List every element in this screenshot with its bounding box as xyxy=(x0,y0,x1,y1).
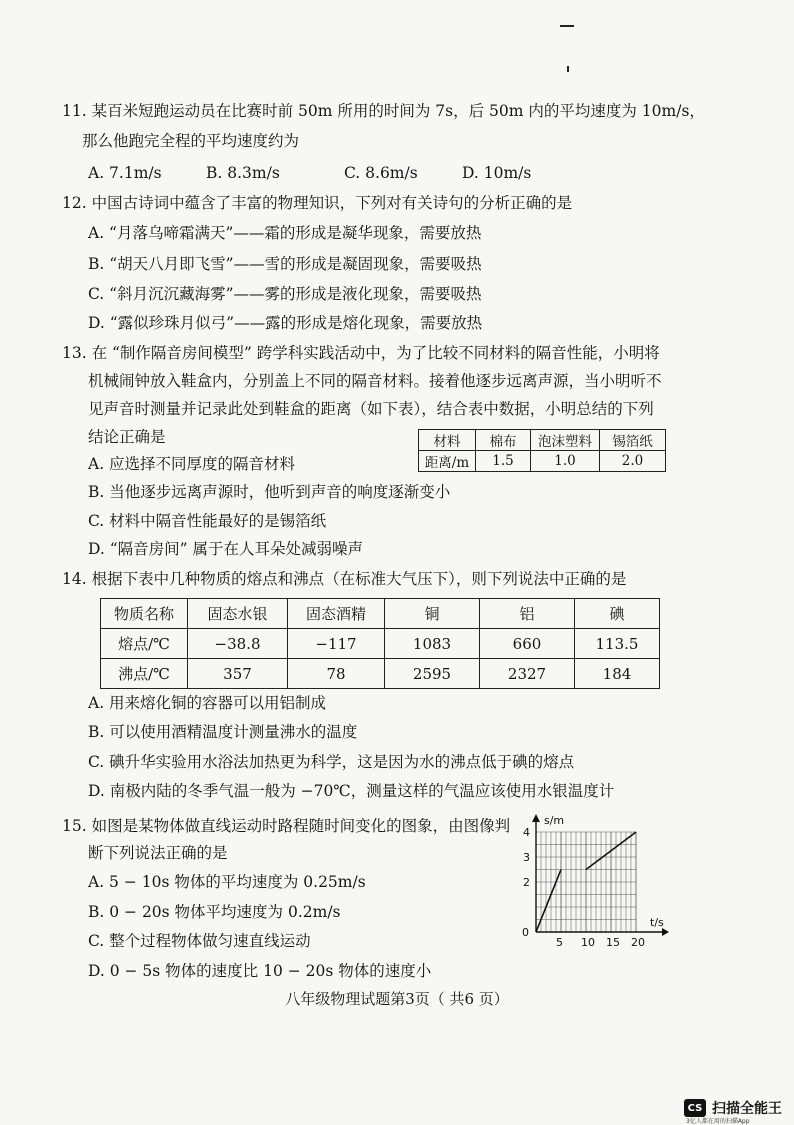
scanner-app-name: 扫描全能王 xyxy=(712,1101,782,1117)
scanner-logo-icon: CS xyxy=(684,1099,706,1117)
q14-table-cell: 660 xyxy=(480,629,575,659)
scanner-watermark xyxy=(684,1098,782,1118)
x-axis-arrow-icon xyxy=(662,928,669,936)
q11-stem-line2: 那么他跑完全程的平均速度约为 xyxy=(82,132,300,150)
q12-option-b: B. “胡天八月即飞雪”——雪的形成是凝固现象，需要吸热 xyxy=(88,255,482,273)
q14-stem: 14. 根据下表中几种物质的熔点和沸点（在标准大气压下），则下列说法中正确的是 xyxy=(62,570,627,588)
q14-table-cell: −117 xyxy=(288,629,385,659)
q14-table-cell: 357 xyxy=(188,659,288,689)
y-tick-label: 4 xyxy=(523,826,530,839)
x-tick-label: 15 xyxy=(606,936,620,949)
q13-table-cell: 材料 xyxy=(419,430,476,451)
q13-table-header-row xyxy=(419,430,666,451)
y-tick-label: 2 xyxy=(523,876,530,889)
q13-option-c: C. 材料中隔音性能最好的是锡箔纸 xyxy=(88,512,327,530)
page-footer: 八年级物理试题第3页（ 共6 页） xyxy=(285,990,509,1008)
y-axis-arrow-icon xyxy=(532,814,540,822)
x-tick-label: 20 xyxy=(631,936,645,949)
q11-option-b: B. 8.3m/s xyxy=(206,164,280,182)
q11-stem-line1: 11. 某百米短跑运动员在比赛时前 50m 所用的时间为 7s，后 50m 内的平均速度为 10m/s， xyxy=(62,102,705,120)
scan-mark xyxy=(567,66,569,72)
q14-option-c: C. 碘升华实验用水浴法加热更为科学，这是因为水的沸点低于碘的熔点 xyxy=(88,753,575,771)
distance-time-graph xyxy=(512,812,672,952)
q14-table-cell: 113.5 xyxy=(575,629,660,659)
q14-table-cell: 物质名称 xyxy=(101,599,188,629)
q14-table-cell: 2595 xyxy=(385,659,480,689)
y-tick-label: 3 xyxy=(523,851,530,864)
q14-option-b: B. 可以使用酒精温度计测量沸水的温度 xyxy=(88,723,358,741)
q14-table-cell: 铜 xyxy=(385,599,480,629)
q13-table-distance-row xyxy=(419,451,666,472)
q13-table-cell: 棉布 xyxy=(476,430,531,451)
y-axis-label: s/m xyxy=(544,814,565,827)
series-line xyxy=(536,870,561,933)
q14-table-cell: 铝 xyxy=(480,599,575,629)
q15-option-d: D. 0 − 5s 物体的速度比 10 − 20s 物体的速度小 xyxy=(88,962,432,980)
q14-table-cell: 碘 xyxy=(575,599,660,629)
q13-table-cell: 锡箔纸 xyxy=(600,430,666,451)
q11-option-d: D. 10m/s xyxy=(462,164,532,182)
q14-table-cell: −38.8 xyxy=(188,629,288,659)
graph-grid xyxy=(536,832,636,932)
q13-option-b: B. 当他逐步远离声源时，他听到声音的响度逐渐变小 xyxy=(88,483,451,501)
x-tick-label: 10 xyxy=(581,936,595,949)
q14-table-cell: 1083 xyxy=(385,629,480,659)
q14-table-cell: 184 xyxy=(575,659,660,689)
q11-option-a: A. 7.1m/s xyxy=(88,164,162,182)
x-tick-label: 0 xyxy=(522,926,529,939)
q14-table-cell: 沸点/℃ xyxy=(101,659,188,689)
scanner-tagline: 3亿人都在用的扫描App xyxy=(686,1118,750,1125)
q13-table-cell: 1.0 xyxy=(531,451,600,472)
q14-table-cell: 78 xyxy=(288,659,385,689)
q14-table-cell: 熔点/℃ xyxy=(101,629,188,659)
q13-table-cell: 1.5 xyxy=(476,451,531,472)
graph-axes xyxy=(532,814,669,936)
q13-table-cell: 距离/m xyxy=(419,451,476,472)
q13-distance-table xyxy=(418,429,666,472)
q15-stem-line1: 15. 如图是某物体做直线运动时路程随时间变化的图象，由图像判 xyxy=(62,817,511,835)
q14-table-header-row xyxy=(101,599,660,629)
q14-table-melting-row xyxy=(101,629,660,659)
q14-table-cell: 固态酒精 xyxy=(288,599,385,629)
q11-option-c: C. 8.6m/s xyxy=(344,164,418,182)
q13-stem-line4: 结论正确是 xyxy=(88,428,166,446)
x-tick-label: 5 xyxy=(556,936,563,949)
q15-option-a: A. 5 − 10s 物体的平均速度为 0.25m/s xyxy=(88,873,366,891)
q13-stem-line3: 见声音时测量并记录此处到鞋盒的距离（如下表），结合表中数据，小明总结的下列 xyxy=(88,400,654,418)
q11-options xyxy=(88,162,531,184)
q15-stem-line2: 断下列说法正确的是 xyxy=(88,844,228,862)
q14-table-cell: 固态水银 xyxy=(188,599,288,629)
q14-option-a: A. 用来熔化铜的容器可以用铝制成 xyxy=(88,694,327,712)
q12-stem: 12. 中国古诗词中蕴含了丰富的物理知识，下列对有关诗句的分析正确的是 xyxy=(62,194,573,212)
q14-option-d: D. 南极内陆的冬季气温一般为 −70℃，测量这样的气温应该使用水银温度计 xyxy=(88,782,615,800)
q13-stem-line2: 机械闹钟放入鞋盒内，分别盖上不同的隔音材料。接着他逐步远离声源，当小明听不 xyxy=(88,372,662,390)
q13-table-cell: 泡沫塑料 xyxy=(531,430,600,451)
q14-melting-boiling-table xyxy=(100,598,660,689)
q13-stem-line1: 13. 在 “制作隔音房间模型” 跨学科实践活动中，为了比较不同材料的隔音性能，小明将 xyxy=(62,344,660,362)
q14-table-boiling-row xyxy=(101,659,660,689)
x-axis-label: t/s xyxy=(650,916,664,929)
q12-option-a: A. “月落乌啼霜满天”——霜的形成是凝华现象，需要放热 xyxy=(88,224,482,242)
q15-option-c: C. 整个过程物体做匀速直线运动 xyxy=(88,932,311,950)
q15-option-b: B. 0 − 20s 物体平均速度为 0.2m/s xyxy=(88,903,341,921)
scan-mark xyxy=(560,25,574,27)
q12-option-c: C. “斜月沉沉藏海雾”——雾的形成是液化现象，需要吸热 xyxy=(88,285,482,303)
q14-table-cell: 2327 xyxy=(480,659,575,689)
q12-option-d: D. “露似珍珠月似弓”——露的形成是熔化现象，需要放热 xyxy=(88,314,483,332)
q13-option-d: D. “隔音房间” 属于在人耳朵处减弱噪声 xyxy=(88,540,364,558)
q13-table-cell: 2.0 xyxy=(600,451,666,472)
q13-option-a: A. 应选择不同厚度的隔音材料 xyxy=(88,455,296,473)
